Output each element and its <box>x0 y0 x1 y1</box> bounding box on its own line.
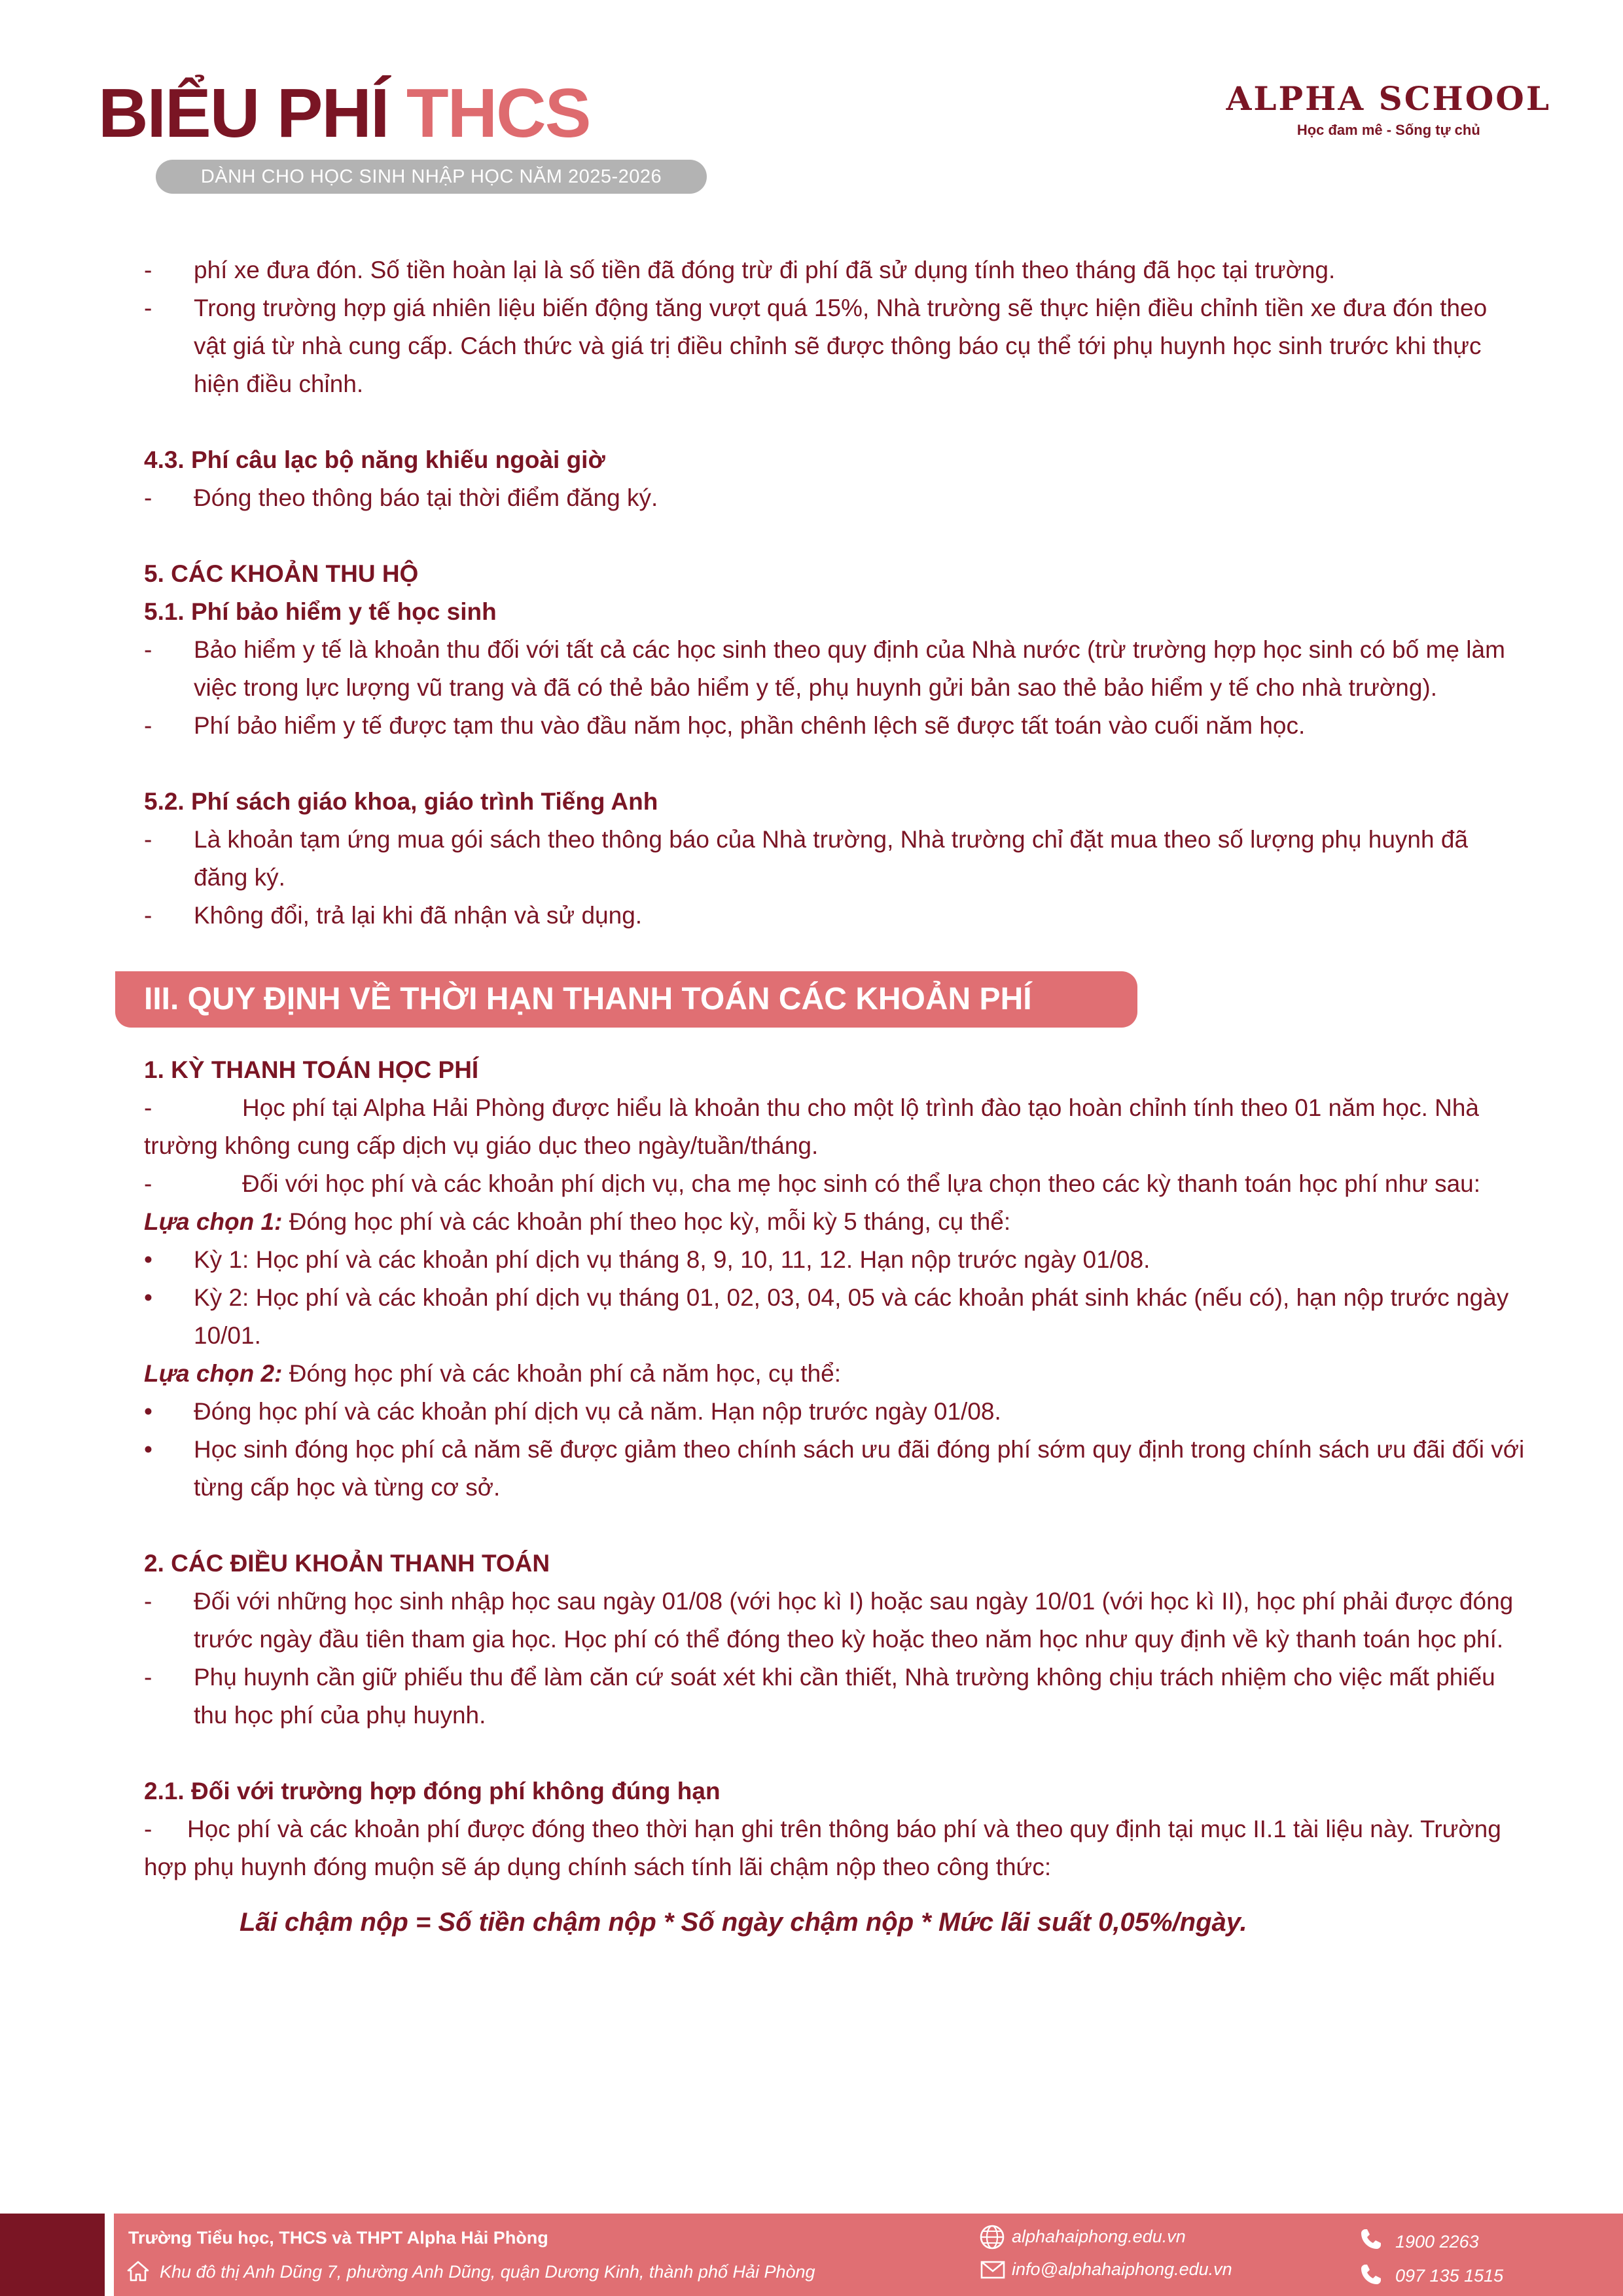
item-text: Phí bảo hiểm y tế được tạm thu vào đầu năm học, phần chênh lệch sẽ được tất toán vào cuối năm học. <box>194 712 1306 739</box>
item-text: Là khoản tạm ứng mua gói sách theo thông báo của Nhà trường, Nhà trường chỉ đặt mua theo số lượng phụ huynh đã đăng ký. <box>194 826 1469 891</box>
item-text: Đóng học phí và các khoản phí dịch vụ cả năm. Hạn nộp trước ngày 01/08. <box>194 1398 1001 1425</box>
paragraph-text: Học phí tại Alpha Hải Phòng được hiểu là khoản thu cho một lộ trình đào tạo hoàn chỉnh tính theo 01 năm học. Nhà trường không cung cấp dịch vụ giáo dục theo ngày/tuần/tháng. <box>144 1094 1479 1159</box>
page-footer <box>0 2214 1623 2296</box>
list-item <box>144 1279 1525 1355</box>
footer-phone-2: 097 135 1515 <box>1395 2266 1504 2286</box>
paragraph <box>144 1810 1525 1886</box>
section-heading: 2.1. Đối với trường hợp đóng phí không đúng hạn <box>144 1778 721 1804</box>
title-dark: BIỂU PHÍ <box>98 75 389 152</box>
item-text: Đóng theo thông báo tại thời điểm đăng ký. <box>194 484 658 511</box>
footer-email: info@alphahaiphong.edu.vn <box>1012 2259 1232 2279</box>
phone-icon <box>1360 2263 1382 2286</box>
paragraph <box>144 1165 1525 1203</box>
footer-school-name: Trường Tiểu học, THCS và THPT Alpha Hải Phòng <box>128 2228 548 2248</box>
option-line <box>144 1355 1525 1393</box>
dash-marker: - <box>144 1664 152 1691</box>
option-label: Lựa chọn 1: <box>144 1208 283 1235</box>
title-light: THCS <box>406 75 590 152</box>
section-heading: 2. CÁC ĐIỀU KHOẢN THANH TOÁN <box>144 1550 550 1577</box>
bullet-marker: • <box>144 1436 152 1463</box>
globe-icon <box>979 2224 1005 2250</box>
brand-name: ALPHA SCHOOL <box>1226 79 1551 118</box>
dash-marker: - <box>144 1588 152 1615</box>
bullet-marker: • <box>144 1284 152 1311</box>
mail-icon <box>980 2261 1005 2279</box>
list-item <box>144 1393 1525 1431</box>
list-item <box>144 631 1525 707</box>
section-heading: 5.2. Phí sách giáo khoa, giáo trình Tiếng Anh <box>144 788 658 815</box>
dash-marker: - <box>144 295 152 321</box>
footer-bar <box>114 2214 1623 2296</box>
dash-marker: - <box>144 1094 152 1121</box>
dash-marker: - <box>144 1170 152 1197</box>
list-item <box>144 821 1525 897</box>
item-text: Bảo hiểm y tế là khoản thu đối với tất cả các học sinh theo quy định của Nhà nước (trừ trường hợp học sinh có bố mẹ làm việc trong lực lượng vũ trang và đã có thẻ bảo hiểm y tế, phụ huynh gửi bản sao thẻ bảo hiểm y tế cho nhà trường). <box>194 636 1505 701</box>
item-text: Kỳ 2: Học phí và các khoản phí dịch vụ tháng 01, 02, 03, 04, 05 và các khoản phát sinh khác (nếu có), hạn nộp trước ngày 10/01. <box>194 1284 1509 1349</box>
phone-icon <box>1360 2228 1382 2250</box>
bullet-marker: • <box>144 1398 152 1425</box>
list-item <box>144 289 1525 403</box>
section-banner: III. QUY ĐỊNH VỀ THỜI HẠN THANH TOÁN CÁC KHOẢN PHÍ <box>115 971 1137 1028</box>
footer-website: alphahaiphong.edu.vn <box>1012 2227 1186 2246</box>
paragraph-text: Đối với học phí và các khoản phí dịch vụ, cha mẹ học sinh có thể lựa chọn theo các kỳ thanh toán học phí như sau: <box>242 1170 1481 1197</box>
section-heading: 4.3. Phí câu lạc bộ năng khiếu ngoài giờ <box>144 446 605 473</box>
section-heading: 5. CÁC KHOẢN THU HỘ <box>144 560 419 587</box>
list-item <box>144 479 1525 517</box>
page-subtitle: DÀNH CHO HỌC SINH NHẬP HỌC NĂM 2025-2026 <box>156 160 707 194</box>
item-text: Trong trường hợp giá nhiên liệu biến động tăng vượt quá 15%, Nhà trường sẽ thực hiện điều chỉnh tiền xe đưa đón theo vật giá từ nhà cung cấp. Cách thức và giá trị điều chỉnh sẽ được thông báo cụ thể tới phụ huynh học sinh trước khi thực hiện điều chỉnh. <box>194 295 1488 397</box>
brand-logo <box>1226 79 1551 139</box>
option-line <box>144 1203 1525 1241</box>
bullet-marker: • <box>144 1246 152 1273</box>
footer-address: Khu đô thị Anh Dũng 7, phường Anh Dũng, quận Dương Kinh, thành phố Hải Phòng <box>160 2262 815 2282</box>
option-text: Đóng học phí và các khoản phí theo học kỳ, mỗi kỳ 5 tháng, cụ thể: <box>282 1208 1011 1235</box>
paragraph <box>144 1089 1525 1165</box>
page-title <box>98 75 590 152</box>
formula: Lãi chậm nộp = Số tiền chậm nộp * Số ngày chậm nộp * Mức lãi suất 0,05%/ngày. <box>240 1908 1247 1937</box>
dash-marker: - <box>144 902 152 929</box>
footer-side-block <box>0 2214 105 2296</box>
item-text: Không đổi, trả lại khi đã nhận và sử dụng. <box>194 902 643 929</box>
item-text: Đối với những học sinh nhập học sau ngày 01/08 (với học kì I) hoặc sau ngày 10/01 (với học kì II), học phí phải được đóng trước ngày đầu tiên tham gia học. Học phí có thể đóng theo kỳ hoặc theo năm học như quy định về kỳ thanh toán học phí. <box>194 1588 1514 1653</box>
item-text: Học sinh đóng học phí cả năm sẽ được giảm theo chính sách ưu đãi đóng phí sớm quy định trong chính sách ưu đãi đối với từng cấp học và từng cơ sở. <box>194 1436 1525 1501</box>
dash-marker: - <box>144 826 152 853</box>
document-body <box>144 251 1525 1941</box>
option-label: Lựa chọn 2: <box>144 1360 283 1387</box>
list-item <box>144 251 1525 289</box>
dash-marker: - <box>144 712 152 739</box>
item-text: phí xe đưa đón. Số tiền hoàn lại là số tiền đã đóng trừ đi phí đã sử dụng tính theo tháng đã học tại trường. <box>194 257 1336 283</box>
list-item <box>144 1431 1525 1507</box>
home-icon <box>127 2261 149 2282</box>
section-heading: 5.1. Phí bảo hiểm y tế học sinh <box>144 598 497 625</box>
list-item <box>144 1583 1525 1659</box>
section-heading: 1. KỲ THANH TOÁN HỌC PHÍ <box>144 1056 479 1083</box>
list-item <box>144 1659 1525 1734</box>
list-item <box>144 897 1525 935</box>
list-item <box>144 707 1525 745</box>
dash-marker: - <box>144 484 152 511</box>
list-item <box>144 1241 1525 1279</box>
brand-tagline: Học đam mê - Sống tự chủ <box>1296 122 1480 138</box>
footer-phone-1: 1900 2263 <box>1395 2232 1479 2251</box>
dash-marker: - <box>144 636 152 663</box>
dash-marker: - <box>144 257 152 283</box>
item-text: Phụ huynh cần giữ phiếu thu để làm căn cứ soát xét khi cần thiết, Nhà trường không chịu trách nhiệm cho việc mất phiếu thu học phí của phụ huynh. <box>194 1664 1495 1729</box>
paragraph-text: Học phí và các khoản phí được đóng theo thời hạn ghi trên thông báo phí và theo quy định tại mục II.1 tài liệu này. Trường hợp phụ huynh đóng muộn sẽ áp dụng chính sách tính lãi chậm nộp theo công thức: <box>144 1816 1501 1880</box>
option-text: Đóng học phí và các khoản phí cả năm học, cụ thể: <box>282 1360 842 1387</box>
item-text: Kỳ 1: Học phí và các khoản phí dịch vụ tháng 8, 9, 10, 11, 12. Hạn nộp trước ngày 01/08. <box>194 1246 1150 1273</box>
dash-marker: - <box>144 1816 152 1842</box>
